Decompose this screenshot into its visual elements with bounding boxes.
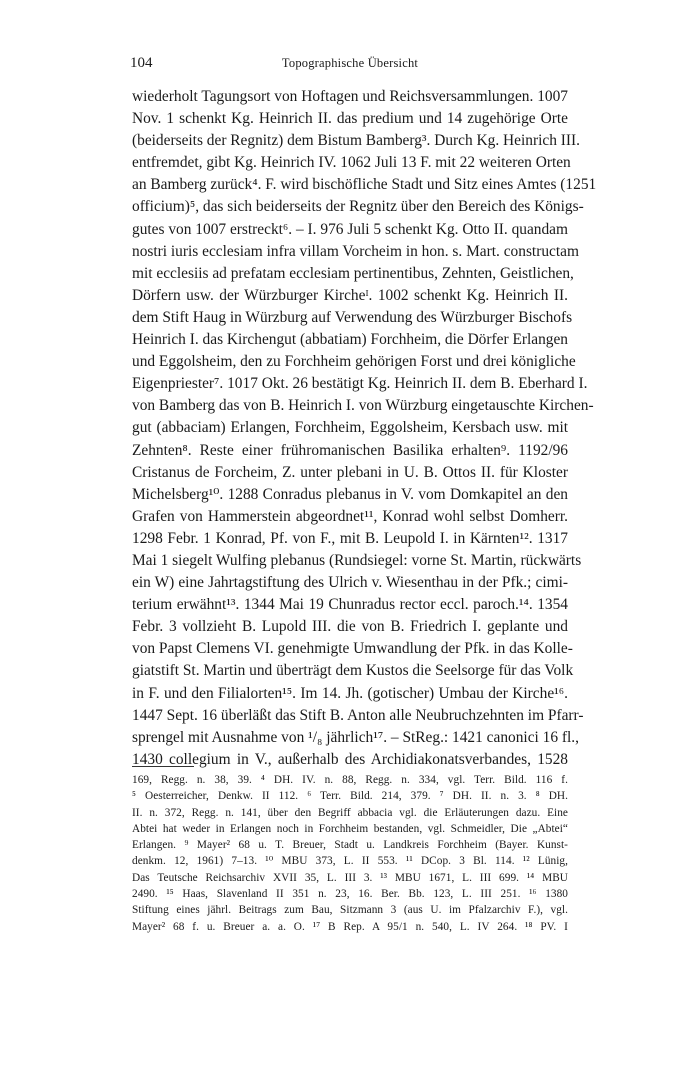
body-text-line: entfremdet, gibt Kg. Heinrich IV. 1062 Juli 13 F. mit 22 weiteren Orten — [132, 154, 571, 172]
body-text-line: 1298 Febr. 1 Konrad, Pf. von F., mit B. Leupold I. in Kärnten¹². 1317 — [132, 529, 568, 547]
body-text-line: nostri iuris ecclesiam infra villam Vorcheim in hon. s. Mart. constructam — [132, 242, 579, 260]
footnote-line: Erlangen. ⁹ Mayer² 68 u. T. Breuer, Stadt u. Landkreis Forchheim (Bayer. Kunst- — [132, 839, 568, 852]
footnote-line: Das Teutsche Reichsarchiv XVII 35, L. III 3. ¹³ MBU 1671, L. III 699. ¹⁴ MBU — [132, 871, 568, 884]
body-text-line: Febr. 3 vollzieht B. Lupold III. die von B. Friedrich I. geplante und — [132, 618, 568, 636]
body-text-line: Grafen von Hammerstein abgeordnet¹¹, Konrad wohl selbst Domherr. — [132, 507, 568, 525]
running-title: Topographische Übersicht — [281, 56, 419, 70]
body-text-line: gutes von 1007 erstreckt⁶. – I. 976 Juli 5 schenkt Kg. Otto II. quandam — [132, 220, 568, 238]
body-text-line: giatstift St. Martin und überträgt dem Kustos die Seelsorge für das Volk — [132, 662, 574, 680]
body-text-line: an Bamberg zurück⁴. F. wird bischöfliche Stadt und Sitz eines Amtes (1251 — [132, 176, 597, 194]
body-text-line: Nov. 1 schenkt Kg. Heinrich II. das predium und 14 zugehörige Orte — [132, 110, 568, 128]
body-text-line: wiederholt Tagungsort von Hoftagen und Reichsversammlungen. 1007 — [132, 88, 568, 105]
footnote-separator — [132, 766, 194, 767]
body-text-line: Dörfern usw. der Würzburger Kircheᴵ. 1002 schenkt Kg. Heinrich II. — [132, 286, 568, 304]
footnotes — [132, 772, 568, 935]
body-text-line: von Bamberg das von B. Heinrich I. von Würzburg eingetauschte Kirchen- — [132, 397, 594, 415]
body-text-line: Zehnten⁸. Reste einer frühromanischen Basilika erhalten⁹. 1192/96 — [132, 441, 568, 459]
body-text-line: mit ecclesiis ad prefatam ecclesiam pertinentibus, Zehnten, Geistlichen, — [132, 264, 574, 282]
body-text-line: Cristanus de Forcheim, Z. unter plebani in U. B. Ottos II. für Kloster — [132, 463, 568, 481]
body-text-line: 1430 collegium in V., außerhalb des Archidiakonatsverbandes, 1528 — [132, 750, 568, 768]
footnote-line: denkm. 12, 1961) 7–13. ¹⁰ MBU 373, L. II 553. ¹¹ DCop. 3 Bl. 114. ¹² Lünig, — [132, 855, 568, 868]
main-text — [132, 86, 597, 771]
footnote-line: II. n. 372, Regg. n. 141, über den Begriff abbacia vgl. die Erläuterungen dazu. Eine — [132, 806, 568, 819]
body-text-line: Heinrich I. das Kirchengut (abbatiam) Forchheim, die Dörfer Erlangen — [132, 331, 568, 349]
body-text-line: ein W) eine Jahrtagstiftung des Ulrich v. Wiesenthau in der Pfk.; cimi- — [132, 574, 568, 592]
body-text-line: (beiderseits der Regnitz) dem Bistum Bamberg³. Durch Kg. Heinrich III. — [132, 132, 580, 150]
body-text-line: von Papst Clemens VI. genehmigte Umwandlung der Pfk. in das Kolle- — [132, 640, 573, 658]
body-text-line: Michelsberg¹⁰. 1288 Conradus plebanus in V. vom Domkapitel an den — [132, 485, 568, 503]
body-text-line: Eigenpriester⁷. 1017 Okt. 26 bestätigt Kg. Heinrich II. dem B. Eberhard I. — [132, 375, 588, 393]
footnote-line: 2490. ¹⁵ Haas, Slavenland II 351 n. 23, 16. Ber. Bb. 123, L. III 251. ¹⁶ 1380 — [132, 888, 568, 901]
body-text-line: Mai 1 siegelt Wulfing plebanus (Rundsiegel: vorne St. Martin, rückwärts — [132, 551, 582, 569]
body-text-line: gut (abbaciam) Erlangen, Forchheim, Eggolsheim, Kersbach usw. mit — [132, 419, 568, 437]
page-number: 104 — [130, 55, 153, 71]
body-text-line: in F. und den Filialorten¹⁵. Im 14. Jh. (gotischer) Umbau der Kirche¹⁶. — [132, 684, 568, 702]
body-text-line: terium erwähnt¹³. 1344 Mai 19 Chunradus rector eccl. paroch.¹⁴. 1354 — [132, 596, 568, 614]
body-text-line: officium)⁵, das sich beiderseits der Regnitz über den Bereich des Königs- — [132, 198, 584, 216]
body-text-line: dem Stift Haug in Würzburg auf Verwendung des Würzburger Bischofs — [132, 308, 573, 326]
footnote-line: 169, Regg. n. 38, 39. ⁴ DH. IV. n. 88, Regg. n. 334, vgl. Terr. Bild. 116 f. — [132, 774, 568, 786]
footnote-line: Abtei hat weder in Erlangen noch in Forchheim bestanden, vgl. Schmeidler, Die „Abtei“ — [132, 822, 568, 835]
body-text-line: sprengel mit Ausnahme von ¹/₈ jährlich¹⁷. – StReg.: 1421 canonici 16 fl., — [132, 728, 579, 746]
footnote-line: ⁵ Oesterreicher, Denkw. II 112. ⁶ Terr. Bild. 214, 379. ⁷ DH. II. n. 3. ⁸ DH. — [132, 790, 568, 803]
footnote-line: Mayer² 68 f. u. Breuer a. a. O. ¹⁷ B Rep. A 95/1 n. 540, L. IV 264. ¹⁸ PV. I — [132, 920, 568, 933]
body-text-line: 1447 Sept. 16 überläßt das Stift B. Anton alle Neubruchzehnten im Pfarr- — [132, 706, 584, 724]
body-text-line: und Eggolsheim, den zu Forchheim gehörigen Forst und drei königliche — [132, 353, 576, 371]
footnote-line: Stiftung eines jährl. Beitrags zum Bau, Sitzmann 3 (aus U. im Pfalzarchiv F.), vgl. — [132, 904, 568, 917]
